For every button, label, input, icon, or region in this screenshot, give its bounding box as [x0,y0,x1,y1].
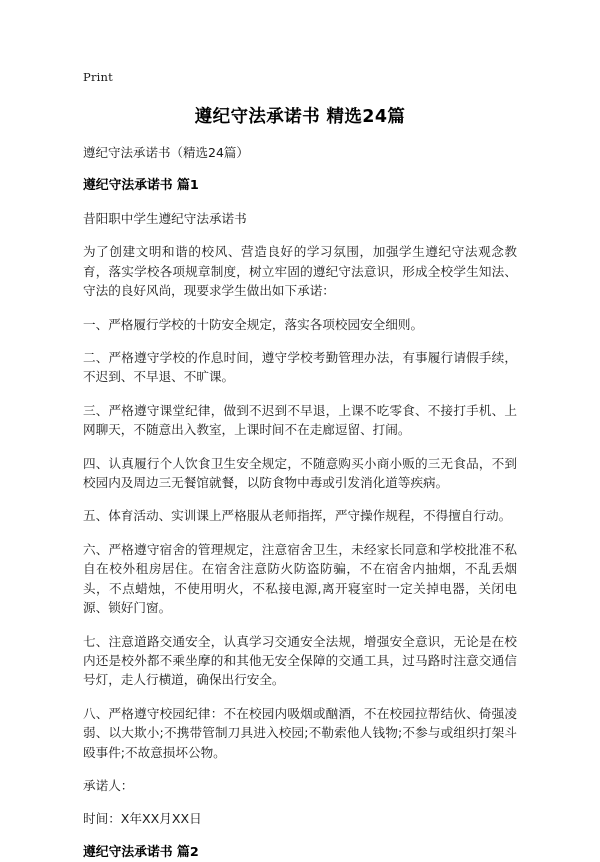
pledge-item-1: 一、严格履行学校的十防安全规定，落实各项校园安全细则。 [83,316,424,332]
paragraph-preamble: 为了创建文明和谐的校风、营造良好的学习氛围，加强学生遵纪守法观念教育，落实学校各项规章制度，树立牢固的遵纪守法意识，形成全校学生知法、守法的良好风尚，现要求学生做出如下承诺： [83,244,517,299]
section-heading-1: 遵纪守法承诺书 篇1 [83,178,199,193]
pledge-item-4: 四、认真履行个人饮食卫生安全规定，不随意购买小商小贩的三无食品，不到校园内及周边三无餐馆就餐，以防食物中毒或引发消化道等疾病。 [83,455,517,491]
pledge-item-6: 六、严格遵守宿舍的管理规定，注意宿舍卫生，未经家长同意和学校批准不私自在校外租房居住。在宿舍注意防火防盗防骗，不在宿舍内抽烟，不乱丢烟头，不点蜡烛，不使用明火，不私接电源,离开寝室时一定关掉电器，关闭电源、锁好门窗。 [83,541,517,616]
signature-line: 承诺人： [83,777,134,793]
pledge-item-2: 二、严格遵守学校的作息时间，遵守学校考勤管理办法，有事履行请假手续，不迟到、不早退、不旷课。 [83,350,517,385]
document-content [83,66,517,862]
page-title: 遵纪守法承诺书 精选24篇 [194,107,406,127]
document-subtitle: 遵纪守法承诺书（精选24篇） [83,145,249,160]
paragraph-intro-heading: 昔阳职中学生遵纪守法承诺书 [83,211,247,226]
section-heading-2: 遵纪守法承诺书 篇2 [83,844,199,860]
pledge-item-3: 三、严格遵守课堂纪律，做到不迟到不早退，上课不吃零食、不接打手机、上网聊天，不随意出入教室，上课时间不在走廊逗留、打闹。 [83,402,517,438]
print-button[interactable]: Print [83,70,113,84]
pledge-item-8: 八、严格遵守校园纪律：不在校园内吸烟或酗酒，不在校园拉帮结伙、倚强凌弱、以大欺小;不携带管制刀具进入校园;不勒索他人钱物;不参与或组织打架斗殴事件;不故意损坏公物。 [83,705,517,760]
date-line: 时间：X年XX月XX日 [83,811,202,827]
pledge-item-5: 五、体育活动、实训课上严格服从老师指挥，严守操作规程，不得擅自行动。 [83,508,512,524]
pledge-item-7: 七、注意道路交通安全，认真学习交通安全法规，增强安全意识，无论是在校内还是校外都不乘坐摩的和其他无安全保障的交通工具，过马路时注意交通信号灯，走人行横道，确保出行安全。 [83,633,517,688]
